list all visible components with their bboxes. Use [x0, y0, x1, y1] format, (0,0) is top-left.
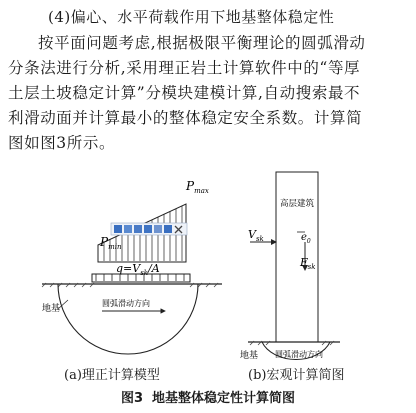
- body-line-3: 土层土坡稳定计算”分模块建模计算,自动搜索最不: [8, 84, 361, 102]
- body-line-5: 图如图3所示。: [8, 134, 116, 152]
- left-slip-label: 圆弧滑动方向: [102, 299, 150, 308]
- body-line-1: 按平面问题考虑,根据极限平衡理论的圆弧滑动: [38, 34, 366, 52]
- e-label: $e_0$: [301, 232, 311, 245]
- left-slip-arc: [58, 284, 198, 354]
- image-icon[interactable]: [154, 225, 162, 233]
- q-label: $q=V_{sk}/A$: [116, 262, 160, 277]
- grid-icon[interactable]: [144, 225, 152, 233]
- figure-3: [0, 170, 416, 385]
- paste-icon[interactable]: [134, 225, 142, 233]
- section-heading: (4)偏心、水平荷载作用下地基整体稳定性: [48, 8, 335, 26]
- caption-b: (b)宏观计算简图: [248, 368, 345, 383]
- left-foundation-label: 地基: [42, 304, 61, 314]
- body-line-4: 利滑动面并计算最小的整体稳定安全系数。计算简: [8, 109, 363, 127]
- building-outline: [276, 172, 318, 342]
- check-icon[interactable]: [164, 225, 172, 233]
- left-toolbar[interactable]: [111, 223, 187, 235]
- left-diagram: [42, 179, 222, 354]
- f-label: $F_{sk}$: [300, 256, 316, 271]
- p-max-label: $P_{max}$: [186, 179, 209, 195]
- building-label: 高层建筑: [280, 199, 315, 209]
- caption-a: (a)理正计算模型: [64, 368, 160, 383]
- v-label: $V_{sk}$: [248, 228, 264, 243]
- right-foundation-label: 地基: [240, 351, 259, 361]
- copy-icon[interactable]: [124, 225, 132, 233]
- right-slip-label: 圆弧滑动方向: [275, 350, 323, 359]
- right-diagram: [240, 172, 340, 361]
- p-min-label: $P_{min}$: [100, 235, 122, 251]
- figure-caption: [0, 387, 416, 406]
- body-line-2: 分条法进行分析,采用理正岩土计算软件中的“等厚: [8, 59, 361, 77]
- save-icon[interactable]: [114, 225, 122, 233]
- figure-caption-text: 地基整体稳定性计算简图: [152, 391, 296, 406]
- figure-caption-number: 图3: [120, 391, 143, 406]
